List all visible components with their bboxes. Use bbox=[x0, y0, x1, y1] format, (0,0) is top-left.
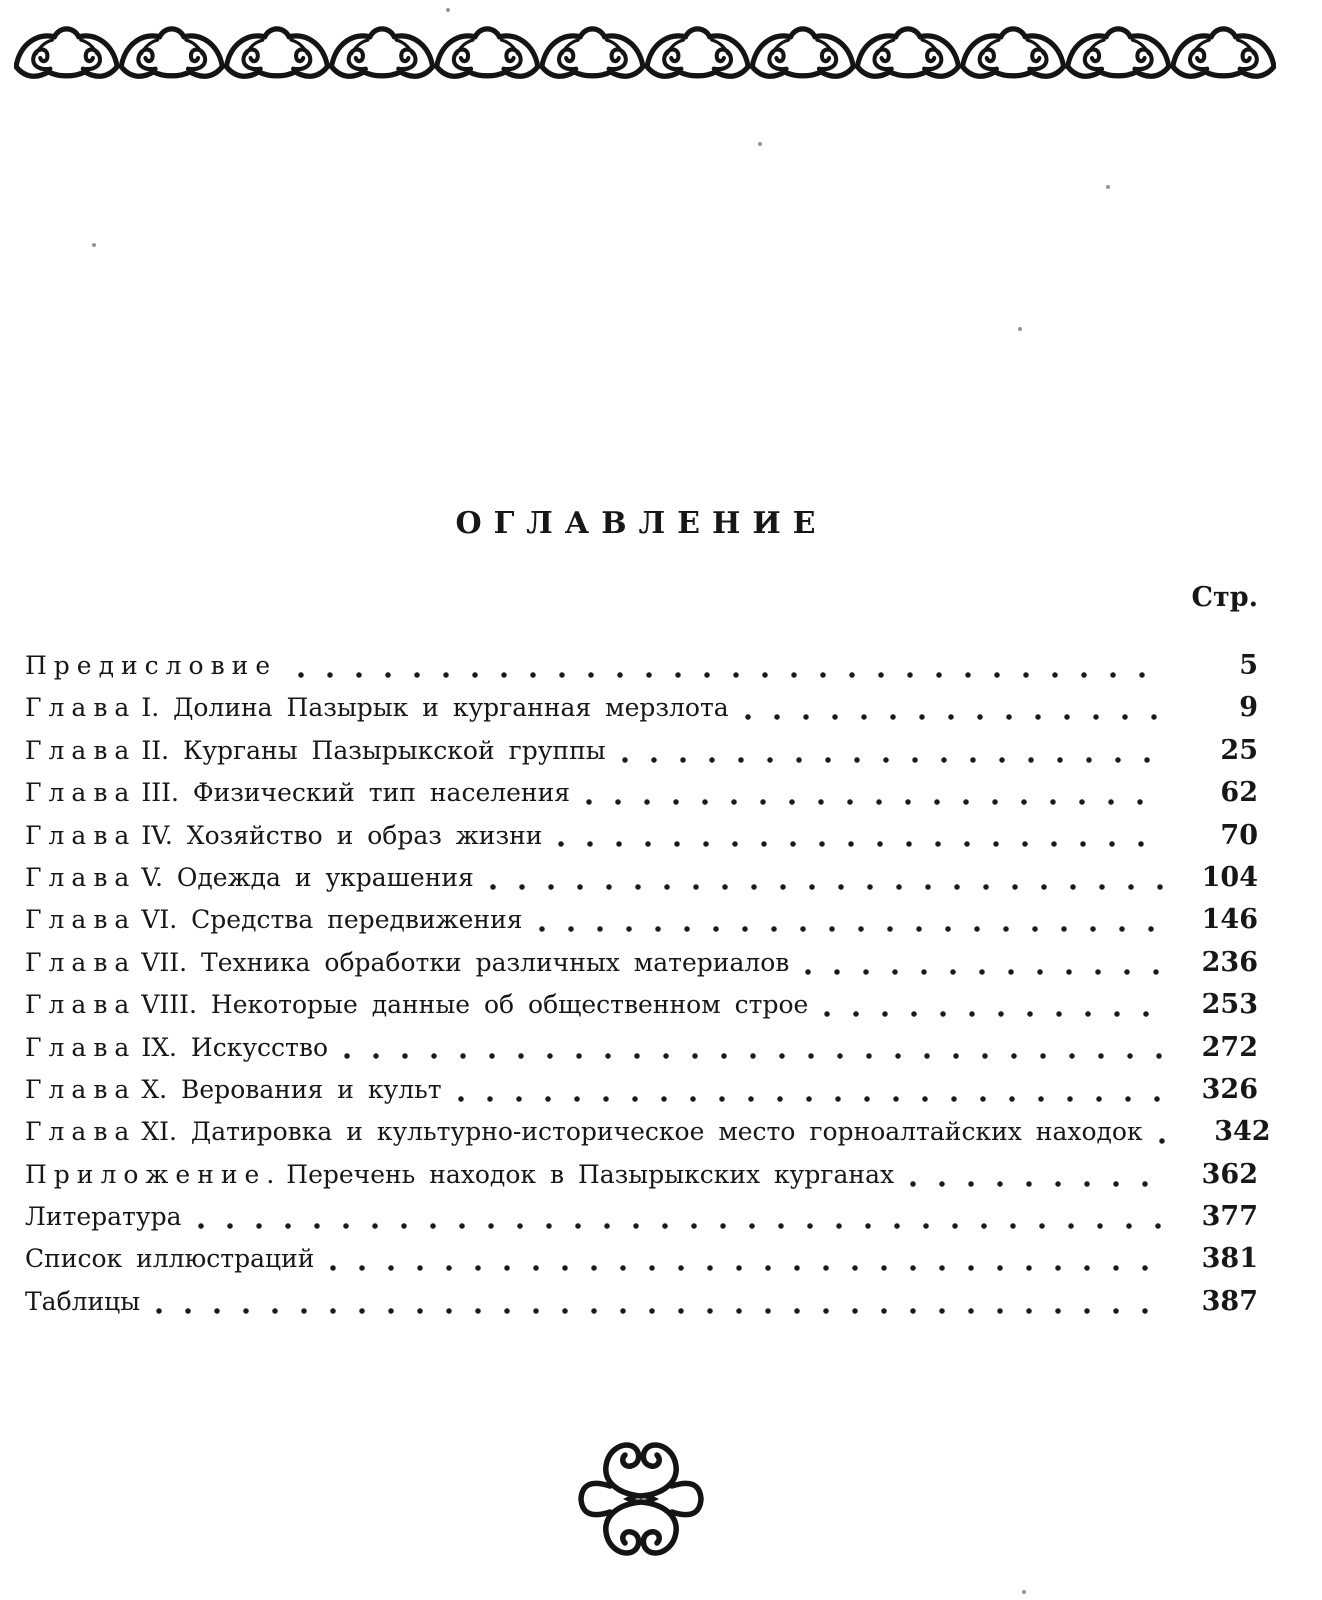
toc-entry bbox=[25, 1238, 1258, 1280]
toc-page-number: 377 bbox=[1201, 1201, 1258, 1233]
toc-entry-title: Глава bbox=[25, 947, 137, 977]
toc-entry-title-rest: Литература bbox=[25, 1202, 182, 1232]
table-of-contents bbox=[25, 645, 1271, 1323]
dot-leader bbox=[805, 969, 1164, 975]
dot-leader bbox=[910, 1181, 1164, 1187]
toc-entry-title: Глава bbox=[25, 778, 137, 808]
dot-leader bbox=[622, 757, 1164, 763]
toc-entry-title: Глава bbox=[25, 1117, 137, 1147]
toc-page-number: 253 bbox=[1201, 989, 1258, 1021]
toc-page-number: 381 bbox=[1201, 1243, 1258, 1275]
toc-page-number: 9 bbox=[1239, 692, 1258, 724]
dot-leader bbox=[824, 1011, 1164, 1017]
toc-entry-title: Глава bbox=[25, 735, 137, 765]
toc-entry-title-rest: XI. Датировка и культурно-историческое место горноалтайских находок bbox=[141, 1117, 1143, 1147]
dot-leader bbox=[330, 1265, 1164, 1271]
toc-entry bbox=[25, 1281, 1258, 1323]
scan-speck bbox=[92, 243, 96, 247]
toc-entry bbox=[25, 1154, 1258, 1196]
dot-leader bbox=[156, 1308, 1164, 1314]
toc-entry bbox=[25, 772, 1258, 814]
dot-leader bbox=[198, 1223, 1164, 1229]
toc-entry-title-rest: Таблицы bbox=[25, 1286, 141, 1316]
ornamental-border-icon bbox=[14, 22, 1276, 92]
toc-entry-title-rest: IV. Хозяйство и образ жизни bbox=[141, 820, 543, 850]
toc-page-number: 236 bbox=[1201, 946, 1258, 978]
scan-speck bbox=[446, 8, 450, 12]
page-column-header: Стр. bbox=[1191, 582, 1258, 613]
toc-page-number: 146 bbox=[1201, 904, 1258, 936]
toc-page-number: 342 bbox=[1214, 1116, 1271, 1148]
scan-speck bbox=[1018, 327, 1022, 331]
dot-leader bbox=[745, 714, 1164, 720]
toc-entry bbox=[25, 1069, 1258, 1111]
toc-entry bbox=[25, 1027, 1258, 1069]
toc-page-number: 326 bbox=[1201, 1073, 1258, 1105]
toc-page-number: 387 bbox=[1201, 1285, 1258, 1317]
toc-entry bbox=[25, 730, 1258, 772]
toc-entry-title-rest: V. Одежда и украшения bbox=[141, 862, 474, 892]
toc-entry-title-rest: VI. Средства передвижения bbox=[141, 905, 523, 935]
scan-speck bbox=[1022, 1590, 1026, 1594]
toc-page-number: 5 bbox=[1239, 650, 1258, 681]
scan-speck bbox=[1106, 185, 1110, 189]
toc-entry-title: Глава bbox=[25, 820, 137, 850]
toc-entry-title-rest: VIII. Некоторые данные об общественном строе bbox=[141, 990, 809, 1020]
toc-entry-title-rest: II. Курганы Пазырыкской группы bbox=[141, 735, 606, 765]
toc-entry bbox=[25, 857, 1258, 899]
dot-leader bbox=[490, 884, 1164, 890]
toc-entry bbox=[25, 645, 1258, 687]
toc-entry-title: Глава bbox=[25, 990, 137, 1020]
toc-page-number: 362 bbox=[1201, 1158, 1258, 1190]
toc-entry-title: Приложение. bbox=[25, 1159, 282, 1189]
toc-entry-title: Глава bbox=[25, 862, 137, 892]
toc-entry-title: Глава bbox=[25, 1032, 137, 1062]
tailpiece-vignette-icon bbox=[566, 1424, 716, 1574]
toc-entry bbox=[25, 984, 1258, 1026]
toc-page-number: 70 bbox=[1220, 819, 1258, 851]
toc-entry-title-rest: IX. Искусство bbox=[141, 1032, 328, 1062]
toc-entry-title-rest: I. Долина Пазырык и курганная мерзлота bbox=[141, 693, 729, 723]
toc-entry bbox=[25, 1196, 1258, 1238]
scan-speck bbox=[758, 142, 762, 146]
toc-page-number: 104 bbox=[1201, 861, 1258, 893]
toc-entry-title-rest: Список иллюстраций bbox=[25, 1244, 315, 1274]
page-title: ОГЛАВЛЕНИЕ bbox=[455, 506, 828, 541]
toc-page-number: 62 bbox=[1220, 777, 1258, 809]
toc-entry-title-rest: VII. Техника обработки различных материалов bbox=[141, 947, 790, 977]
dot-leader bbox=[558, 841, 1164, 847]
toc-entry bbox=[25, 899, 1258, 941]
toc-entry-title: Предисловие bbox=[25, 651, 278, 680]
toc-entry bbox=[25, 942, 1258, 984]
toc-entry-title: Глава bbox=[25, 905, 137, 935]
toc-entry-title-rest: Перечень находок в Пазырыкских курганах bbox=[286, 1159, 895, 1189]
toc-page-number: 272 bbox=[1201, 1031, 1258, 1063]
toc-entry bbox=[25, 1111, 1271, 1153]
toc-entry-title-rest: X. Верования и культ bbox=[141, 1074, 442, 1104]
toc-entry bbox=[25, 687, 1258, 729]
dot-leader bbox=[586, 799, 1164, 805]
dot-leader bbox=[539, 926, 1164, 932]
dot-leader bbox=[458, 1096, 1164, 1102]
toc-entry-title: Глава bbox=[25, 1074, 137, 1104]
dot-leader bbox=[298, 672, 1164, 678]
toc-entry bbox=[25, 815, 1258, 857]
dot-leader bbox=[1159, 1138, 1177, 1144]
dot-leader bbox=[344, 1053, 1164, 1059]
toc-entry-title-rest: III. Физический тип населения bbox=[141, 778, 571, 808]
toc-page-number: 25 bbox=[1220, 734, 1258, 766]
toc-entry-title: Глава bbox=[25, 693, 137, 723]
